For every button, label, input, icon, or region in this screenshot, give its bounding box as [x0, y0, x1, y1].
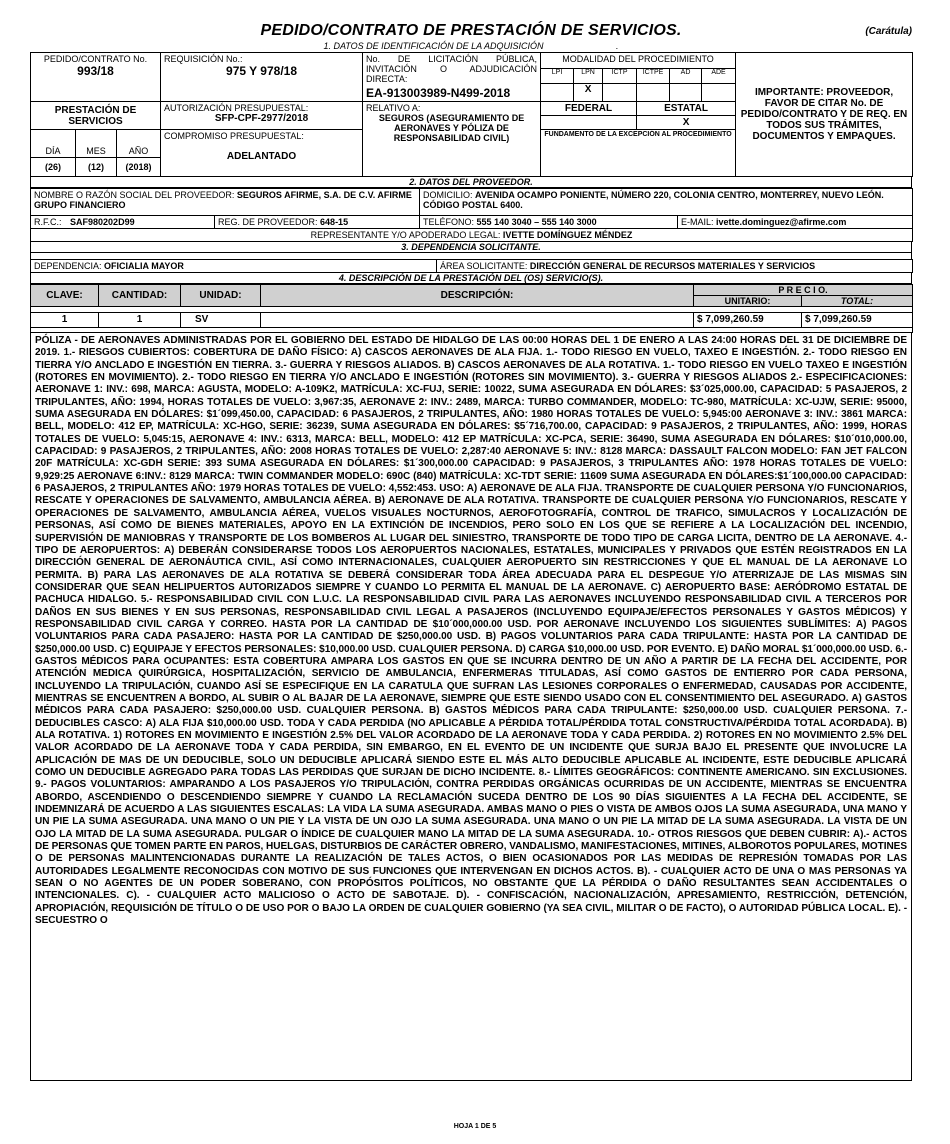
modalidad-col-ictp: ICTP: [603, 68, 637, 84]
description-body: [30, 333, 912, 1081]
col-precio: P R E C I O.: [694, 285, 913, 296]
area-label: ÁREA SOLICITANTE:: [440, 261, 528, 271]
modalidad-mark-lpn: X: [574, 84, 603, 102]
mes-label: MES: [76, 130, 117, 158]
row-clave: 1: [31, 313, 99, 328]
section2-title: 2. DATOS DEL PROVEEDOR.: [30, 177, 912, 188]
rfc-label: R.F.C.:: [34, 217, 62, 227]
rfc-cell: [31, 216, 215, 229]
row-descripcion: [261, 313, 694, 328]
estatal-mark: X: [637, 116, 736, 130]
licitacion-label: No. DE LICITACIÓN PÚBLICA, INVITACIÓN O ADJUDICACIÓN DIRECTA:: [366, 54, 538, 84]
modalidad-col-lpn: LPN: [574, 68, 603, 84]
title-row: [30, 22, 912, 40]
col-total: TOTAL:: [802, 296, 913, 307]
mes-value: (12): [76, 158, 117, 177]
modalidad-col-lpi: LPI: [541, 68, 574, 84]
row-unitario: $ 7,099,260.59: [694, 313, 802, 328]
dia-label: DÍA: [31, 130, 76, 158]
requisicion-value: 975 Y 978/18: [226, 64, 298, 78]
col-cantidad: CANTIDAD:: [99, 285, 181, 307]
row-unidad: SV: [181, 313, 261, 328]
anio-label: AÑO: [117, 130, 161, 158]
pedido-cell: [31, 53, 161, 102]
relativo-label: RELATIVO A:: [366, 103, 421, 113]
relativo-value: SEGUROS (ASEGURAMIENTO DE AERONAVES Y PÓLIZA DE RESPONSABILIDAD CIVIL): [378, 113, 525, 143]
requisicion-label: REQUISICIÓN No.:: [164, 54, 243, 64]
modalidad-mark-ade: [702, 84, 736, 102]
email-value: ivette.dominguez@afirme.com: [716, 217, 847, 227]
reg-value: 648-15: [320, 217, 349, 227]
provider-name-label: NOMBRE O RAZÓN SOCIAL DEL PROVEEDOR:: [34, 190, 235, 200]
requisicion-cell: [161, 53, 363, 102]
compromiso-cell: [161, 130, 363, 177]
dependencia-value: OFICIALIA MAYOR: [104, 261, 184, 271]
provider-address-value: AVENIDA OCAMPO PONIENTE, NÚMERO 220, COLONIA CENTRO, MONTERREY, NUEVO LEÓN. CÓDIGO POSTAL 6400.: [423, 190, 884, 210]
modalidad-col-ictpe: ICTPE: [637, 68, 670, 84]
col-clave: CLAVE:: [31, 285, 99, 307]
row-total: $ 7,099,260.59: [802, 313, 913, 328]
modalidad-mark-ictp: [603, 84, 637, 102]
document-title: PEDIDO/CONTRATO DE PRESTACIÓN DE SERVICIOS.: [260, 22, 682, 39]
contract-page: [30, 22, 912, 1081]
federal-label: FEDERAL: [541, 102, 637, 116]
provider-name-value: SEGUROS AFIRME, S.A. DE C.V. AFIRME GRUPO FINANCIERO: [34, 190, 412, 210]
email-cell: [678, 216, 913, 229]
fundamento-label: FUNDAMENTO DE LA EXCEPCIÓN AL PROCEDIMIENTO: [541, 130, 736, 177]
description-text: PÓLIZA - DE AERONAVES ADMINISTRADAS POR EL GOBIERNO DEL ESTADO DE HIDALGO DE LAS 00:00 HORAS DEL 1 DE ENERO A LAS 24:00 HORAS DEL 31 DE DICIEMBRE DE 2019. 1.- RIESGOS CUBIERTOS: COBERTURA DE DAÑO FÍSICO: A) CASCOS AERONAVES DE ALA FIJA. 1.- TODO RIESGO EN VUELO, TAXEO E INGESTIÓN. 2.- TODO RIESGO EN TIERRA Y/O ANCLADO E INGESTIÓN EN TIERRA. 3.- GUERRA Y RIESGOS ALIADOS. B) CASCOS AERONAVES DE ALA ROTATIVA. 1.- TODO RIESGO EN VUELO TAXEO E INGESTIÓN (ROTORES EN MOVIMIENTO). 2.- TODO RIESGO EN TIERRA Y/O ANCLADO E INGESTIÓN (ROTORES SIN MOVIMIENTO). 3.- GUERRA Y RIESGOS ALIADOS 2.- ESPECIFICACIONES: AERONAVE 1: INV.: 698, MARCA: AGUSTA, MODELO: A-109K2, MATRÍCULA: XC-FUJ, SERIE: 10022, SUMA ASEGURADA EN DÓLARES: $3´025,000.00, CAPACIDAD: 5 PASAJEROS, 2 TRIPULANTES, AÑO: 1994, HORAS TOTALES DE VUELO: 3,967:35, AERONAVE 2: INV.: 2489, MARCA: TURBO COMMANDER, MODELO: TC-980, MATRÍCULA: XC-UJW, SERIE: 95000, SUMA ASEGURADA EN DÓLARES: $1´099,450.00, CAPACIDAD: 6 PASAJEROS, 2 TRIPULANTES, AÑO: 1980 HORAS TOTALES DE VUELO: 5,945:00 AERONAVE 3: INV.: 3861 MARCA: BELL, MODELO: 412 EP, MATRÍCULA: XC-HGO, SERIE: 36239, SUMA ASEGURADA EN DÓLARES: $5´716,700.00, CAPACIDAD: 9 PASAJEROS, 2 TRIPULANTES, AÑO: 1999, HORAS TOTALES DE VUELO: 5,045:15, AERONAVE 4: INV.: 6313, MARCA: BELL, MODELO: 412 EP MATRÍCULA: XC-PCA, SERIE: 36490, SUMA ASEGURADA EN DÓLARES: $10´010,000.00, CAPACIDAD: 9 PASAJEROS, 2 TRIPULANTES, AÑO: 2008 HORAS TOTALES DE VUELO: 2,287:40 AERONAVE 5: INV.: 8128 MARCA: DASSAULT FALCON MODELO: FAN JET FALCON 20F MATRÍCULA: XC-GDH SERIE: 393 SUMA ASEGURADA EN DÓLARES: $1´300,000.00 CAPACIDAD: 9 PASAJEROS, 3 TRIPULANTES AÑO: 1978 HORAS TOTALES DE VUELO: 9,929:25 AERONAVE 6:INV.: 8129 MARCA: TWIN COMMANDER MODELO: 690C (840) MATRÍCULA: XC-TDT SERIE: 11609 SUMA ASEGURADA EN DÓLARES:$1´100,000.00 CAPACIDAD: 6 PASAJEROS, 2 TRIPULANTES AÑO: 1979 HORAS TOTALES DE VUELO: 4,552:453. USO: A) AERONAVE DE ALA FIJA. TRANSPORTE DE CUALQUIER PERSONA Y/O FUNCIONARIOS, RESCATE Y OPERACIONES DE SALVAMENTO, AMBULANCIA AÉREA. B) AERONAVE DE ALA ROTATIVA. TRANSPORTE DE CUALQUIER PERSONA Y/O FUNCIONARIOS, RESCATE Y OPERACIONES DE SALVAMENTO, AMBULANCIA AÉREA, VUELOS VISUALES NOCTURNOS, AEROFOTOGRAFÍA, CONTROL DE TRAFICO, SIMULACROS Y LOCALIZACIÓN DE PERSONAS, ASÍ COMO DE BIENES MATERIALES, APOYO EN LA EXTINCIÓN DE INCENDIOS, PERO SOLO EN LOS QUE SE REFIERE A LA LOCALIZACIÓN DEL INCENDIO, SUPERVISIÓN DE MANIOBRAS Y TRANSPORTE DE LOS BOMBEROS AL LUGAR DEL SINIESTRO, TRANSPORTE DE TODO TIPO DE CARGA LICITA, DENTRO DE LA AERONAVE. 4.- TIPO DE AEROPUERTOS: A) DEBERÁN CONSIDERARSE TODOS LOS AEROPUERTOS NACIONALES, ESTATALES, MUNICIPALES Y PRIVADOS QUE ESTÉN REGISTRADOS EN LA DIRECCIÓN GENERAL DE AERONÁUTICA CIVIL, ASÍ COMO INTERNACIONALES, CUALQUIER AEROPUERTO SIN RESTRICCIONES Y QUE EL MANUAL DE LA AERONAVE LO PERMITA. B) PARA LAS AERONAVES DE ALA ROTATIVA SE DEBERÁ CONSIDERAR TODA ÁREA ADECUADA PARA EL DESPEGUE Y/O ATERRIZAJE DE LAS MISMAS SIN CONSIDERAR QUE SEAN HELIPUERTOS AUTORIZADOS SIEMPRE Y CUANDO LO PERMITA EL MANUAL DE LA AERONAVE. C) AEROPUERTO BASE: AERÓDROMO ESTATAL DE PACHUCA HIDALGO. 5.- RESPONSABILIDAD CIVIL CON L.U.C. LA RESPONSABILIDAD CIVIL PARA LAS AERONAVES INCLUYENDO RESPONSABILIDAD CIVIL A TERCEROS POR DAÑOS EN SUS BIENES Y EN SUS PERSONAS, RESPONSABILIDAD CIVIL LEGAL A PASAJEROS (INCLUYENDO EQUIPAJE/EFECTOS PERSONALES Y GASTOS MÉDICOS) Y RESPONSABILIDAD CIVIL CARGA Y CORREO. HASTA POR LA CANTIDAD DE $10´000,000.00 USD. POR AERONAVE INCLUYENDO LOS SIGUIENTES SUBLÍMITES: A) PAGOS VOLUNTARIOS PARA CADA PASAJERO: HASTA POR LA CANTIDAD DE $250,000.00 USD. B) PAGOS VOLUNTARIOS PARA CADA TRIPULANTE: HASTA POR LA CANTIDAD DE $250,000.00 USD. C) EQUIPAJE Y EFECTOS PERSONALES: $10,000.00 USD. CUALQUIER PERSONA. D) CARGA $10,000.00 USD. POR EVENTO. E) DAÑO MORAL $1´000,000.00 USD. 6.- GASTOS MÉDICOS PARA OCUPANTES: ESTA COBERTURA AMPARA LOS GASTOS EN QUE SE INCURRA DENTRO DE UN AÑO A PARTIR DE LA FECHA DEL ACCIDENTE, POR ATENCIÓN MEDICA QUIRÚRGICA, HOSPITALIZACIÓN, SERVICIO DE AMBULANCIA, ENFERMERAS TITULADAS, ASÍ COMO GASTOS DE ENTIERRO POR CADA PERSONA, INCLUYENDO LA TRIPULACIÓN, CUANDO ASÍ SE ESPECIFIQUE EN LA CARATULA QUE SUFRAN LAS LESIONES CORPORALES O ENFERMEDAD, CAUSADAS POR ACCIDENTE, MIENTRAS SE ENCUENTREN A BORDO, AL SUBIR O AL BAJAR DE LA AERONAVE, SIEMPRE QUE ESTE SIENDO USADO CON EL CONSENTIMIENTO DEL ASEGURADO. A) GASTOS MÉDICOS PARA CADA PASAJERO: $250,000.00 USD. CUALQUIER PERSONA. B) GASTOS MÉDICOS PARA CADA TRIPULANTE: $250,000.00 USD. CUALQUIER PERSONA. 7.- DEDUCIBLES CASCO: A) ALA FIJA $10,000.00 USD. TODA Y CADA PERDIDA (NO APLICABLE A PÉRDIDA TOTAL/PÉRDIDA TOTAL CONSTRUCTIVA/PÉRDIDA TOTAL ACORDADA). B) ALA ROTATIVA. 1) ROTORES EN MOVIMIENTO E INGESTIÓN 2.5% DEL VALOR ACORDADO DE LA AERONAVE TODA Y CADA PERDIDA. 2) ROTORES EN NO MOVIMIENTO 2.5% DEL VALOR ACORDADO DE LA AERONAVE TODA Y CADA PERDIDA, SIN EMBARGO, EN EL EVENTO DE UN INCIDENTE QUE SURJA BAJO EL PRESENTE QUE INVOLUCRE LA APLICACIÓN DE MAS DE UN DEDUCIBLE, SOLO UN DEDUCIBLE APLICARÁ SIENDO ESTE EL MÁS ALTO DEDUCIBLE APLICABLE AL INCIDENTE, ESTE DEDUCIBLE APLICARÁ COMO UN DEDUCIBLE AGREGADO PARA TODAS LAS PERDIDAS QUE SURJAN DE DICHO INCIDENTE. 8.- LÍMITES GEOGRÁFICOS: CONTINENTE AMERICANO. SIN EXCLUSIONES. 9.- PAGOS VOLUNTARIOS: AMPARANDO A LOS PASAJEROS Y/O TRIPULACIÓN, CONTRA PERDIDAS ORGÁNICAS OCURRIDAS DE UN ACCIDENTE, MIENTRAS SE ENCUENTRA ABORDO, ASCENDIENDO O DESCENDIENDO SIEMPRE Y CUANDO LA RECLAMACIÓN SUCEDA DENTRO DE LOS 90 DÍAS SIGUIENTES A LA FECHA DEL ACCIDENTE, SE INDEMNIZARÁ DE ACUERDO A LAS SIGUIENTES ESCALAS: LA VIDA LA SUMA ASEGURADA. AMBAS MANO O PIES O VISTA DE AMBOS OJOS LA SUMA ASEGURADA, UNA MANO Y UN PIE LA SUMA ASEGURADA. UNA MANO O UN PIE Y LA VISTA DE UN OJO LA SUMA ASEGURADA. UNA MANO O UN PIE LA MITAD DE LA SUMA ASEGURADA. LA VISTA DE UN OJO LA MITAD DE LA SUMA ASEGURADA. PULGAR O ÍNDICE DE CUALQUIER MANO LA MITAD DE LA SUMA ASEGURADA. 10.- OTROS RIESGOS QUE DEBEN CUBRIR: A).- ACTOS DE PERSONAS QUE TOMEN PARTE EN PAROS, HUELGAS, DISTURBIOS DE CARÁCTER OBRERO, VANDALISMO, MANIFESTACIONES, MITINES, ALBOROTOS POPULARES, MOTINES O DE PERSONAS MALINTENCIONADAS DURANTE LA REALIZACIÓN DE TALES ACTOS, O BIEN OCASIONADOS POR LAS MEDIDAS DE REPRESIÓN TOMADAS POR LAS AUTORIDADES LEGALMENTE RECONOCIDAS CON MOTIVO DE SUS FUNCIONES QUE INTERVENGAN EN DICHOS ACTOS. B). - CUALQUIER ACTO DE UNA O MAS PERSONAS YA SEAN O NO AGENTES DE UN PODER SOBERANO, CON PROPÓSITOS POLÍTICOS, NO OBSTANTE QUE LA PÉRDIDA O DAÑO RESULTANTES SEAN ACCIDENTALES O INTENCIONALES. C). - CUALQUIER ACTO MALICIOSO O ACTO DE SABOTAJE. D). - CONFISCACIÓN, NACIONALIZACIÓN, APRESAMIENTO, RESTRICCIÓN, DETENCIÓN, APROPIACIÓN, REQUISICIÓN DE TÍTULO O DE USO POR O BAJO LA ORDEN DE CUALQUIER GOBIERNO (YA SEA CIVIL, MILITAR O DE FACTO), O AUTORIDAD PÚBLICA LOCAL. E). - SECUESTRO O: [35, 335, 907, 927]
modalidad-mark-ictpe: [637, 84, 670, 102]
modalidad-label: MODALIDAD DEL PROCEDIMIENTO: [541, 53, 736, 69]
modalidad-col-ade: ADE: [702, 68, 736, 84]
caratula-label: (Carátula): [865, 26, 912, 37]
modalidad-mark-lpi: [541, 84, 574, 102]
tipo-value: PRESTACIÓN DE SERVICIOS: [31, 102, 161, 130]
dependencia-cell: [31, 260, 437, 273]
licitacion-cell: [363, 53, 541, 102]
modalidad-col-ad: AD: [670, 68, 702, 84]
page-number: HOJA 1 DE 5: [453, 1123, 497, 1130]
col-unidad: UNIDAD:: [181, 285, 261, 307]
pedido-label: PEDIDO/CONTRATO No.: [43, 54, 148, 64]
tel-cell: [420, 216, 678, 229]
autorizacion-cell: [161, 102, 363, 130]
section3-title: 3. DEPENDENCIA SOLICITANTE.: [30, 242, 912, 253]
rep-cell: [31, 229, 913, 242]
relativo-cell: [363, 102, 541, 177]
provider-address-cell: [420, 189, 913, 216]
modalidad-mark-ad: [670, 84, 702, 102]
autorizacion-label: AUTORIZACIÓN PRESUPUESTAL:: [164, 103, 309, 113]
area-cell: [437, 260, 913, 273]
dia-value: (26): [31, 158, 76, 177]
col-descripcion: DESCRIPCIÓN:: [261, 285, 694, 307]
provider-address-label: DOMICILIO:: [423, 190, 473, 200]
estatal-label: ESTATAL: [637, 102, 736, 116]
pedido-value: 993/18: [77, 64, 114, 78]
service-table: [30, 284, 913, 333]
provider-table: [30, 188, 913, 242]
rep-value: IVETTE DOMÍNGUEZ MÉNDEZ: [502, 230, 633, 240]
provider-name-cell: [31, 189, 420, 216]
row-cantidad: 1: [99, 313, 181, 328]
reg-cell: [215, 216, 420, 229]
importante-note: IMPORTANTE: PROVEEDOR, FAVOR DE CITAR No. DE PEDIDO/CONTRATO Y DE REQ. EN TODOS SUS TRÁMITES, DOCUMENTOS Y EMPAQUES.: [736, 53, 913, 177]
dependencia-label: DEPENDENCIA:: [34, 261, 102, 271]
col-unitario: UNITARIO:: [694, 296, 802, 307]
spacer-row-2: [31, 328, 913, 333]
compromiso-label: COMPROMISO PRESUPUESTAL:: [164, 131, 304, 141]
dependency-table: [30, 259, 913, 273]
table-row: [31, 313, 913, 328]
section4-title: 4. DESCRIPCIÓN DE LA PRESTACIÓN DEL (OS) SERVICIO(S).: [30, 273, 912, 284]
rfc-value: SAF980202D99: [70, 217, 135, 227]
tel-value: 555 140 3040 – 555 140 3000: [476, 217, 597, 227]
section1-title: 1. DATOS DE IDENTIFICACIÓN DE LA ADQUISICIÓN .: [323, 41, 619, 51]
reg-label: REG. DE PROVEEDOR:: [218, 217, 318, 227]
identification-table: [30, 52, 913, 177]
autorizacion-value: SFP-CPF-2977/2018: [214, 113, 309, 124]
rep-label: REPRESENTANTE Y/O APODERADO LEGAL:: [310, 230, 501, 240]
licitacion-value: EA-913003989-N499-2018: [366, 86, 511, 100]
federal-mark: [541, 116, 637, 130]
tel-label: TELÉFONO:: [423, 217, 475, 227]
email-label: E-MAIL:: [681, 217, 714, 227]
anio-value: (2018): [117, 158, 161, 177]
compromiso-value: ADELANTADO: [226, 151, 297, 162]
area-value: DIRECCIÓN GENERAL DE RECURSOS MATERIALES Y SERVICIOS: [529, 261, 816, 271]
